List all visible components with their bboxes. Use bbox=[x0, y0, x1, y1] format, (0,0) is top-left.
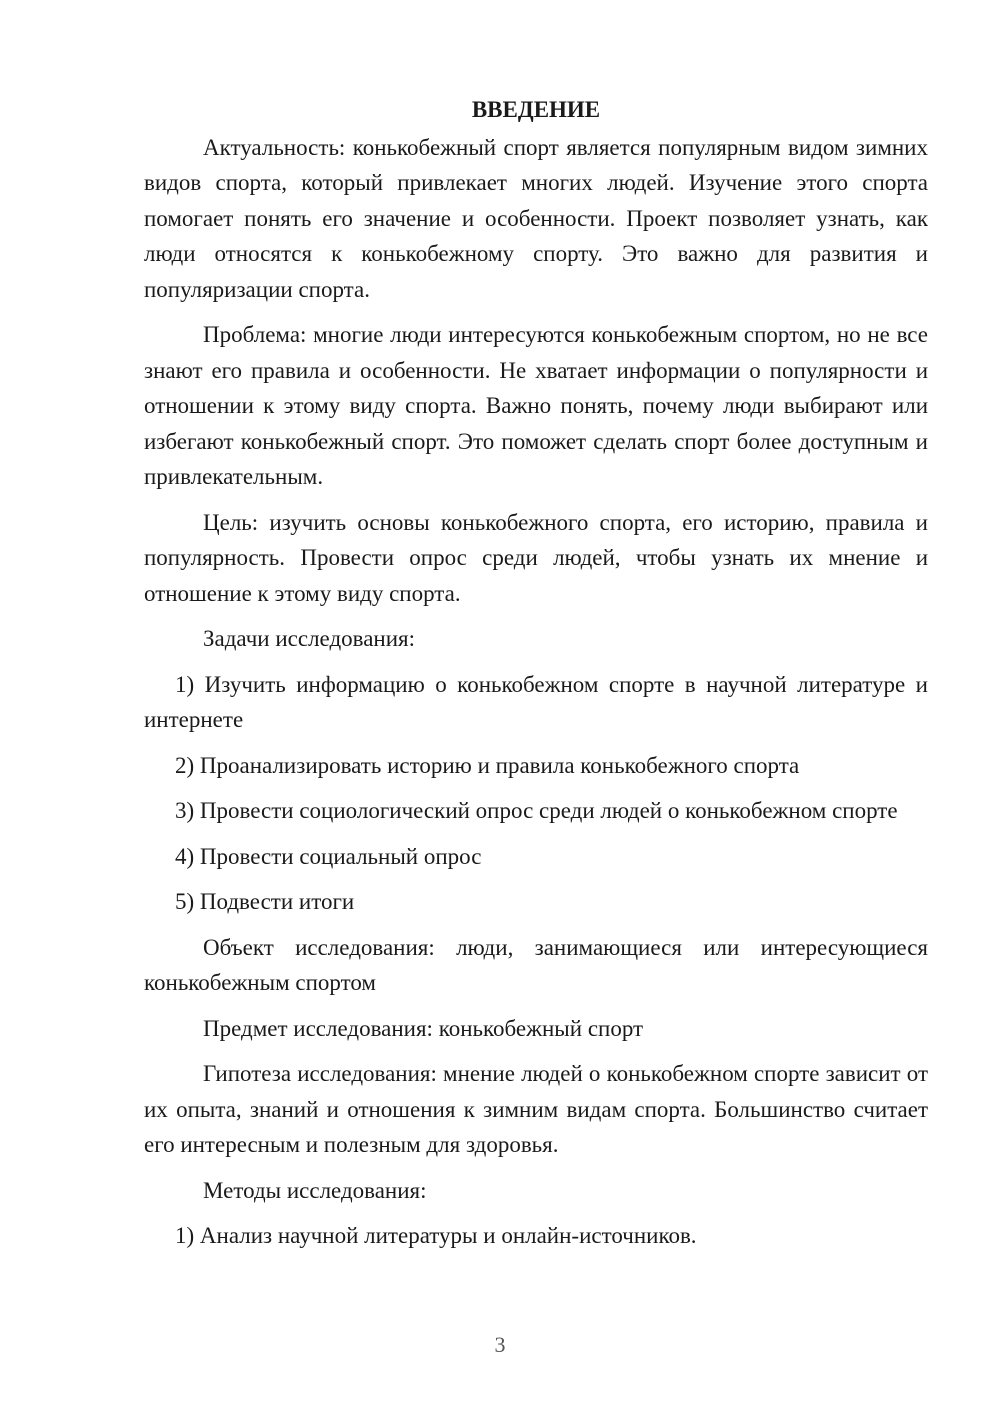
page-number: 3 bbox=[494, 1332, 506, 1357]
tasks-heading: Задачи исследования: bbox=[203, 626, 416, 651]
page-content bbox=[144, 92, 928, 1264]
hypothesis-paragraph: Гипотеза исследования: мнение людей о конькобежном спорте зависит от их опыта, знаний и отношения к зимним видам спорта. Большинство считает его интересным и полезным для здоровья. bbox=[144, 1061, 928, 1157]
task-item-4: 4) Провести социальный опрос bbox=[175, 843, 482, 869]
subject-paragraph: Предмет исследования: конькобежный спорт bbox=[203, 1015, 644, 1041]
task-item-5: 5) Подвести итоги bbox=[175, 889, 355, 914]
task-item-1: 1) Изучить информацию о конькобежном спорте в научной литературе и интернете bbox=[144, 671, 928, 732]
task-item-2: 2) Проанализировать историю и правила конькобежного спорта bbox=[175, 752, 800, 778]
object-paragraph: Объект исследования: люди, занимающиеся или интересующиеся конькобежным спортом bbox=[144, 934, 928, 995]
relevance-paragraph: Актуальность: конькобежный спорт является популярным видом зимних видов спорта, который привлекает многих людей. Изучение этого спорта помогает понять его значение и особенности. Проект позволяет узнать, как люди относятся к конькобежному спорту. Это важно для развития и популяризации спорта. bbox=[144, 134, 928, 302]
section-title: ВВЕДЕНИЕ bbox=[471, 97, 601, 122]
problem-paragraph: Проблема: многие люди интересуются конькобежным спортом, но не все знают его правила и особенности. Не хватает информации о популярности и отношении к этому виду спорта. Важно понять, почему люди выбирают или избегают конькобежный спорт. Это поможет сделать спорт более доступным и привлекательным. bbox=[144, 322, 928, 489]
method-item-1: 1) Анализ научной литературы и онлайн-источников. bbox=[175, 1223, 697, 1248]
goal-paragraph: Цель: изучить основы конькобежного спорта, его историю, правила и популярность. Провести опрос среди людей, чтобы узнать их мнение и отношение к этому виду спорта. bbox=[144, 509, 928, 606]
methods-heading: Методы исследования: bbox=[203, 1177, 427, 1203]
task-item-3: 3) Провести социологический опрос среди людей о конькобежном спорте bbox=[175, 798, 898, 823]
